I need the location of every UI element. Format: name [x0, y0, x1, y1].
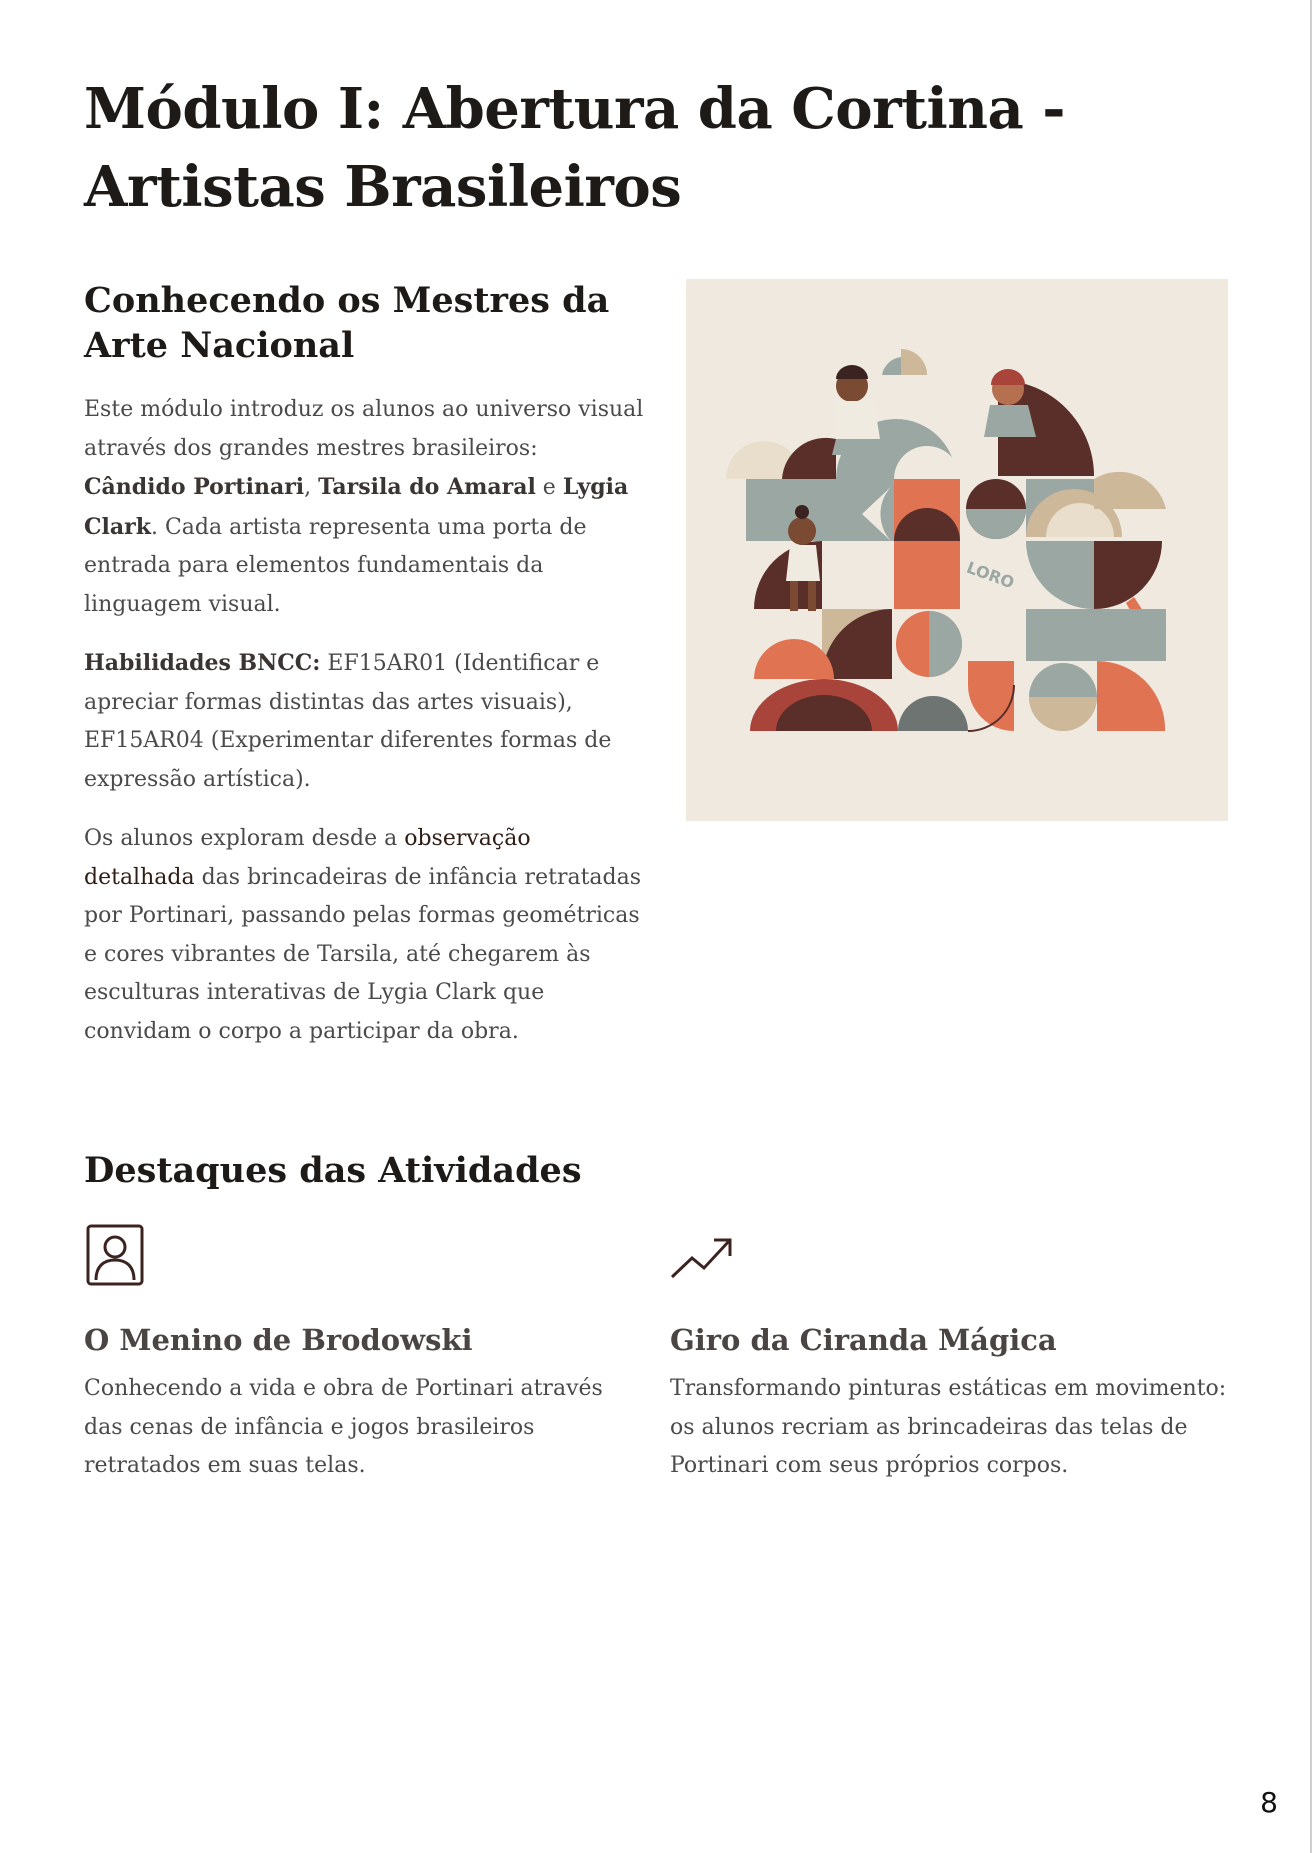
activity-description: Conhecendo a vida e obra de Portinari através das cenas de infância e jogos brasileiros retratados em suas telas.	[84, 1376, 603, 1478]
activities-heading: Destaques das Atividades	[84, 1150, 582, 1191]
svg-text:LORO: LORO	[964, 557, 1017, 593]
geometric-children-illustration	[686, 279, 1228, 821]
bncc-paragraph: Habilidades BNCC: EF15AR01 (Identificar e apreciar formas distintas das artes visuais), EF15AR04 (Experimentar diferentes formas de expressão artística).	[84, 650, 612, 792]
page-number: 8	[1260, 1786, 1278, 1819]
activity-title: O Menino de Brodowski	[84, 1323, 473, 1357]
activity-title: Giro da Ciranda Mágica	[670, 1323, 1057, 1357]
illustration-graphic	[686, 279, 1228, 821]
artist-name: Tarsila do Amaral	[318, 474, 536, 500]
intro-paragraph: Este módulo introduz os alunos ao universo visual através dos grandes mestres brasileiros: Cândido Portinari, Tarsila do Amaral e Lygia Clark. Cada artista representa uma porta de entrada para elementos fundamentais da linguagem visual.	[84, 397, 644, 617]
trending-up-icon	[670, 1222, 732, 1288]
page-title: Módulo I: Abertura da Cortina - Artistas Brasileiros	[84, 76, 1066, 220]
activity-card	[670, 1222, 1230, 1478]
person-portrait-icon	[84, 1222, 146, 1288]
section-heading: Conhecendo os Mestres da Arte Nacional	[84, 280, 610, 366]
artist-name: Cândido Portinari	[84, 474, 305, 500]
exploration-paragraph: Os alunos exploram desde a observação detalhada das brincadeiras de infância retratadas por Portinari, passando pelas formas geométricas e cores vibrantes de Tarsila, até chegarem às esculturas interativas de Lygia Clark que convidam o corpo a participar da obra.	[84, 826, 642, 1044]
highlight-text: observação detalhada	[84, 826, 531, 890]
activity-description: Transformando pinturas estáticas em movimento: os alunos recriam as brincadeiras das telas de Portinari com seus próprios corpos.	[670, 1376, 1227, 1478]
artist-name: Lygia Clark	[84, 474, 629, 540]
bncc-label: Habilidades BNCC:	[84, 650, 321, 676]
activity-card	[84, 1222, 644, 1478]
